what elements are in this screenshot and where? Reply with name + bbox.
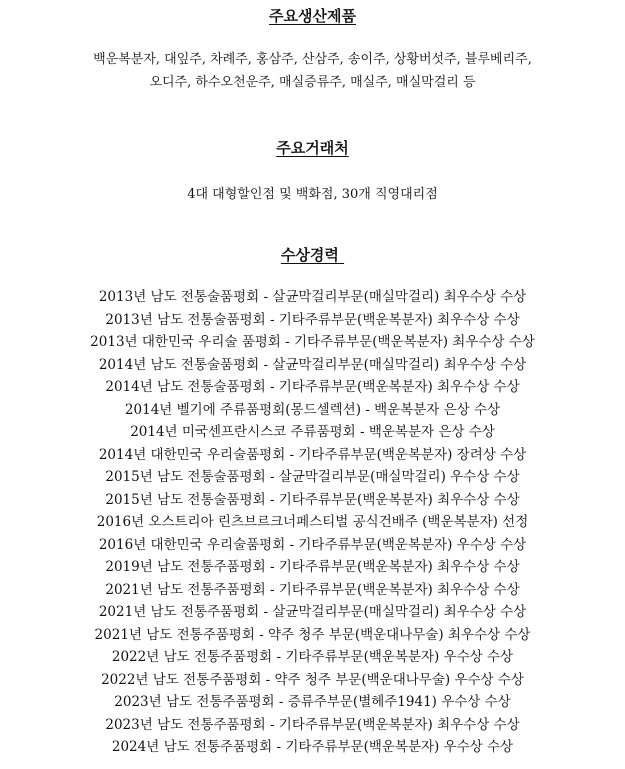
products-list-text (0, 48, 625, 94)
award-item: 2023년 남도 전통주품평회 - 기타주류부문(백운복분자) 최우수상 수상 (105, 716, 520, 733)
partners-text: 4대 대형할인점 및 백화점, 30개 직영대리점 (187, 187, 438, 202)
products-heading-text: 주요생산제품 (269, 7, 356, 25)
award-item: 2013년 남도 전통술품평회 - 살균막걸리부문(매실막걸리) 최우수상 수상 (98, 289, 527, 305)
award-item: 2022년 남도 전통주품평회 - 기타주류부문(백운복분자) 우수상 수상 (111, 649, 514, 665)
award-item: 2016년 오스트리아 린츠브르크너페스티벌 공식건배주 (백운복분자) 선정 (96, 514, 529, 530)
award-item: 2023년 남도 전통주품평회 - 증류주부문(별헤주1941) 우수상 수상 (114, 694, 511, 710)
award-item: 2021년 남도 전통주품평회 - 살균막걸리부문(매실막걸리) 최우수상 수상 (98, 604, 527, 620)
award-item: 2014년 벨기에 주류품평회(몽드셀렉션) - 백운복분자 은상 수상 (124, 401, 501, 418)
award-item: 2014년 대한민국 우리술품평회 - 기타주류부문(백운복분자) 장려상 수상 (98, 446, 527, 463)
award-item: 2015년 남도 전통술품평회 - 살균막걸리부문(매실막걸리) 우수상 수상 (105, 469, 520, 485)
award-item: 2021년 남도 전통주품평회 - 기타주류부문(백운복분자) 최우수상 수상 (105, 581, 520, 598)
products-heading (0, 6, 625, 26)
award-item: 2015년 남도 전통술품평회 - 기타주류부문(백운복분자) 최우수상 수상 (105, 491, 520, 508)
award-item: 2013년 남도 전통술품평회 - 기타주류부문(백운복분자) 최우수상 수상 (105, 311, 520, 328)
award-item: 2016년 대한민국 우리술품평회 - 기타주류부문(백운복분자) 우수상 수상 (98, 536, 527, 553)
award-item: 2014년 남도 전통술품평회 - 기타주류부문(백운복분자) 최우수상 수상 (105, 379, 520, 395)
award-item: 2019년 남도 전통주품평회 - 기타주류부문(백운복분자) 최우수상 수상 (105, 559, 520, 575)
awards-list (0, 286, 625, 759)
products-line: 백운복분자, 대잎주, 차례주, 홍삼주, 산삼주, 송이주, 상황버섯주, 블루베리주, (93, 52, 532, 67)
award-item: 2022년 남도 전통주품평회 - 약주 청주 부문(백운대나무술) 우수상 수상 (101, 671, 524, 688)
award-item: 2014년 미국센프란시스코 주류품평회 - 백운복분자 은상 수상 (130, 424, 495, 440)
award-item: 2013년 대한민국 우리술 품평회 - 기타주류부문(백운복분자) 최우수상 수상 (90, 334, 535, 350)
award-item: 2024년 남도 전통주품평회 - 기타주류부문(백운복분자) 우수상 수상 (111, 739, 514, 755)
awards-heading-text: 수상경력 (280, 246, 345, 264)
award-item: 2021년 남도 전통주품평회 - 약주 청주 부문(백운대나무술) 최우수상 수상 (94, 626, 531, 643)
products-line: 오디주, 하수오천운주, 매실증류주, 매실주, 매실막걸리 등 (149, 75, 476, 90)
awards-heading (0, 245, 625, 265)
award-item: 2014년 남도 전통술품평회 - 살균막걸리부문(매실막걸리) 최우수상 수상 (98, 356, 527, 373)
partners-heading (0, 138, 625, 158)
partners-heading-text: 주요거래처 (276, 139, 349, 157)
